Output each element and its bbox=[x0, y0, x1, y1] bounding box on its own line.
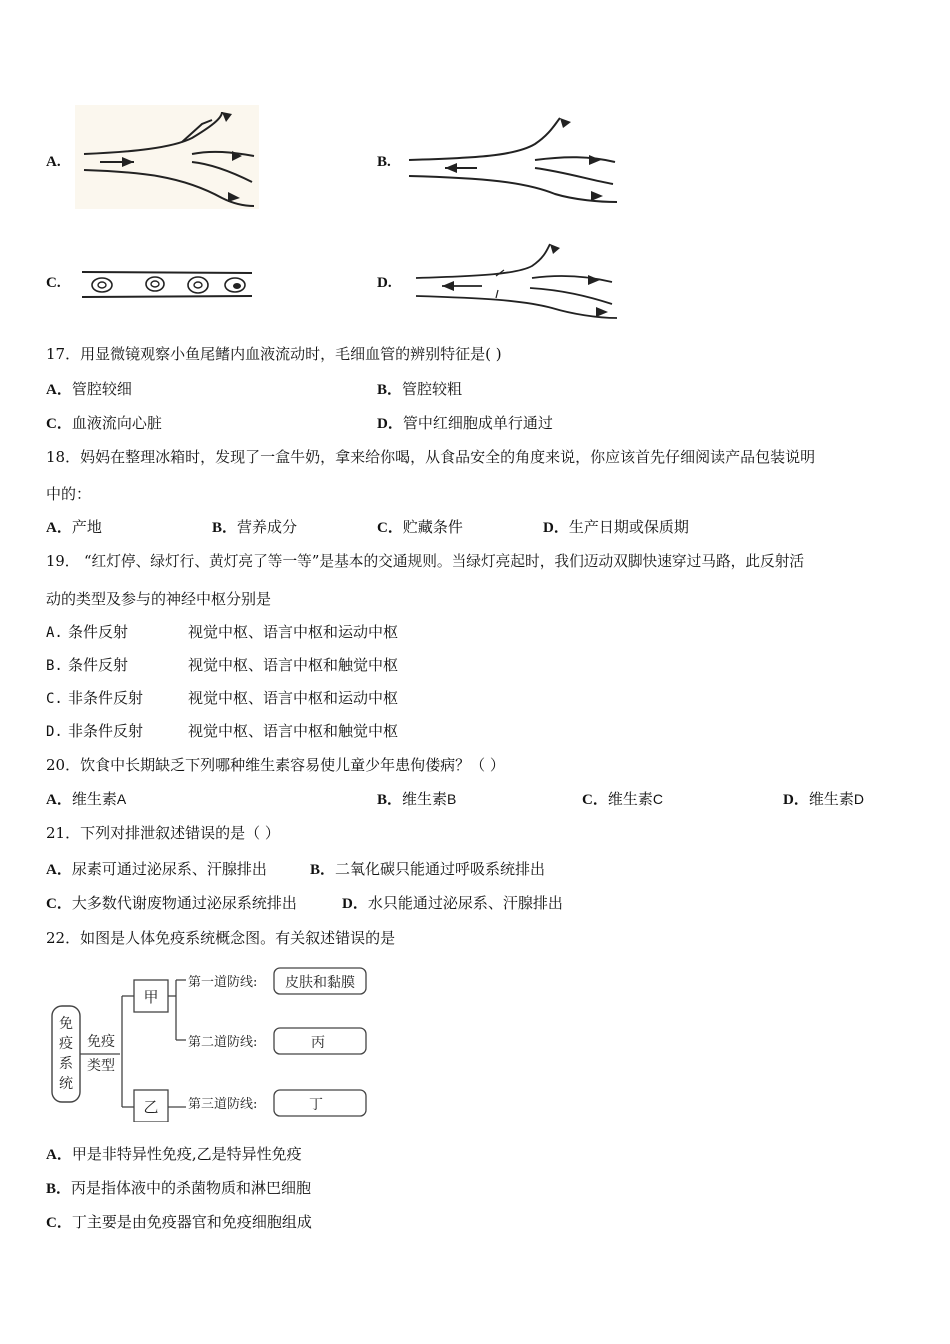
q20-option-a-label: A． bbox=[46, 792, 72, 808]
q17-option-b-text: 管腔较粗 bbox=[402, 380, 463, 398]
q21-option-d[interactable] bbox=[342, 893, 563, 914]
q19-option-d-centers: 视觉中枢、语言中枢和触觉中枢 bbox=[188, 722, 399, 740]
q18-option-d-label: D． bbox=[543, 520, 569, 536]
diagram-line3-box-text: 丁 bbox=[309, 1097, 323, 1113]
q20-option-a-text: 维生素 bbox=[71, 790, 117, 808]
q18-option-a-text: 产地 bbox=[71, 518, 102, 536]
q19-option-a-type: 条件反射 bbox=[68, 623, 129, 641]
q19-option-a-label: A. bbox=[46, 625, 63, 641]
q18-stem-line1: 18．妈妈在整理冰箱时，发现了一盒牛奶，拿来给你喝，从食品安全的角度来说，你应该首先仔细阅读产品包装说明 bbox=[46, 448, 816, 466]
q18-option-d-text: 生产日期或保质期 bbox=[568, 518, 689, 536]
q21-stem: 21．下列对排泄叙述错误的是（ ） bbox=[46, 824, 280, 842]
q19-option-d[interactable] bbox=[46, 721, 398, 742]
diagram-jia: 甲 bbox=[143, 988, 159, 1006]
q19-option-b-centers: 视觉中枢、语言中枢和触觉中枢 bbox=[188, 656, 399, 674]
q18-option-b-label: B． bbox=[212, 520, 238, 536]
q21-option-a-text: 尿素可通过泌尿系、汗腺排出 bbox=[71, 860, 267, 878]
q20-option-d-text: 维生素 bbox=[808, 790, 854, 808]
diagram-types-line1: 免疫 bbox=[87, 1034, 115, 1050]
q18-option-c[interactable] bbox=[377, 517, 463, 538]
diagram-line1-box-text: 皮肤和黏膜 bbox=[285, 975, 355, 991]
q19-option-d-type: 非条件反射 bbox=[68, 722, 144, 740]
q20-option-b-letter: B bbox=[447, 791, 457, 807]
q20-option-b-text: 维生素 bbox=[402, 790, 448, 808]
q19-option-b-label: B. bbox=[46, 658, 63, 674]
diagram-root-char-1: 免 bbox=[59, 1016, 73, 1032]
q18-option-a[interactable] bbox=[46, 517, 102, 538]
q20-option-c[interactable] bbox=[582, 789, 663, 810]
q22-option-b-text: 丙是指体液中的杀菌物质和淋巴细胞 bbox=[71, 1179, 312, 1197]
q17-option-a[interactable] bbox=[46, 379, 132, 400]
q22-option-b[interactable] bbox=[46, 1178, 311, 1199]
q19-option-d-label: D. bbox=[46, 724, 63, 740]
q18-option-d[interactable] bbox=[543, 517, 689, 538]
q21-option-b[interactable] bbox=[310, 859, 545, 880]
q20-option-a[interactable] bbox=[46, 789, 126, 810]
q17-option-c[interactable] bbox=[46, 413, 162, 434]
q20-option-a-letter: A bbox=[116, 791, 127, 807]
q16-option-b-label[interactable]: B. bbox=[377, 154, 391, 170]
q17-option-c-text: 血液流向心脏 bbox=[71, 414, 162, 432]
q22-stem: 22．如图是人体免疫系统概念图。有关叙述错误的是 bbox=[46, 929, 396, 947]
q20-option-b[interactable] bbox=[377, 789, 456, 810]
q18-option-c-text: 贮藏条件 bbox=[402, 518, 463, 536]
q20-option-c-label: C． bbox=[582, 792, 608, 808]
diagram-line3-label: 第三道防线: bbox=[188, 1097, 258, 1112]
q19-option-b-type: 条件反射 bbox=[68, 656, 129, 674]
q20-stem: 20．饮食中长期缺乏下列哪种维生素容易使儿童少年患佝偻病？（ ） bbox=[46, 756, 505, 774]
q19-option-a[interactable] bbox=[46, 622, 398, 643]
q21-option-b-text: 二氧化碳只能通过呼吸系统排出 bbox=[335, 860, 546, 878]
q21-option-a-label: A． bbox=[46, 862, 72, 878]
q19-stem-line2: 动的类型及参与的神经中枢分别是 bbox=[46, 590, 272, 608]
q18-option-c-label: C． bbox=[377, 520, 403, 536]
q21-option-d-text: 水只能通过泌尿系、汗腺排出 bbox=[367, 894, 563, 912]
q19-stem-line1: 19． “红灯停、绿灯行、黄灯亮了等一等”是基本的交通规则。当绿灯亮起时，我们迈动双脚快速穿过马路，此反射活 bbox=[46, 553, 805, 570]
diagram-root-char-3: 系 bbox=[59, 1056, 73, 1072]
q17-option-d[interactable] bbox=[377, 413, 553, 434]
q22-option-c-label: C． bbox=[46, 1215, 72, 1231]
q20-option-d-letter: D bbox=[853, 791, 864, 807]
diagram-line1-label: 第一道防线: bbox=[188, 975, 258, 990]
q19-option-b[interactable] bbox=[46, 655, 398, 676]
diagram-line2-box-text: 丙 bbox=[311, 1035, 325, 1051]
q19-option-c[interactable] bbox=[46, 688, 398, 709]
q18-option-a-label: A． bbox=[46, 520, 72, 536]
q17-option-b[interactable] bbox=[377, 379, 462, 400]
q17-stem: 17．用显微镜观察小鱼尾鳍内血液流动时，毛细血管的辨别特征是( ) bbox=[46, 345, 502, 363]
q21-option-b-label: B． bbox=[310, 862, 336, 878]
q19-option-c-centers: 视觉中枢、语言中枢和运动中枢 bbox=[188, 689, 399, 707]
q19-option-c-type: 非条件反射 bbox=[68, 689, 144, 707]
capillary-diagram-c bbox=[80, 268, 255, 302]
q17-option-d-text: 管中红细胞成单行通过 bbox=[402, 414, 553, 432]
q22-option-a-text: 甲是非特异性免疫,乙是特异性免疫 bbox=[71, 1145, 302, 1163]
q19-option-c-label: C. bbox=[46, 691, 63, 707]
diagram-line2-label: 第二道防线: bbox=[188, 1035, 258, 1050]
q18-stem-line2: 中的： bbox=[46, 485, 92, 503]
q21-option-a[interactable] bbox=[46, 859, 267, 880]
q22-option-c-text: 丁主要是由免疫器官和免疫细胞组成 bbox=[71, 1213, 312, 1231]
q21-option-d-label: D． bbox=[342, 896, 368, 912]
immune-system-concept-diagram bbox=[48, 962, 378, 1122]
vessel-diagram-b bbox=[405, 110, 620, 210]
q16-option-d-label[interactable]: D. bbox=[377, 275, 392, 291]
q21-option-c-label: C． bbox=[46, 896, 72, 912]
q19-option-a-centers: 视觉中枢、语言中枢和运动中枢 bbox=[188, 623, 399, 641]
q16-options bbox=[0, 100, 950, 325]
q20-option-c-text: 维生素 bbox=[607, 790, 653, 808]
diagram-root-char-4: 统 bbox=[59, 1076, 73, 1092]
diagram-root-char-2: 疫 bbox=[59, 1036, 73, 1052]
q22-option-a[interactable] bbox=[46, 1144, 302, 1165]
vessel-diagram-a bbox=[72, 102, 262, 212]
q22-option-c[interactable] bbox=[46, 1212, 312, 1233]
q18-option-b[interactable] bbox=[212, 517, 297, 538]
q20-option-c-letter: C bbox=[652, 791, 663, 807]
vessel-diagram-d bbox=[412, 240, 622, 322]
q21-option-c-text: 大多数代谢废物通过泌尿系统排出 bbox=[71, 894, 297, 912]
q17-option-a-label: A． bbox=[46, 382, 72, 398]
diagram-types-line2: 类型 bbox=[87, 1058, 115, 1074]
q16-option-c-label[interactable]: C. bbox=[46, 275, 61, 291]
q16-option-a-label[interactable]: A. bbox=[46, 154, 61, 170]
q17-option-d-label: D． bbox=[377, 416, 403, 432]
q21-option-c[interactable] bbox=[46, 893, 297, 914]
q18-option-b-text: 营养成分 bbox=[237, 518, 298, 536]
q20-option-d[interactable] bbox=[783, 789, 864, 810]
q17-option-a-text: 管腔较细 bbox=[71, 380, 132, 398]
q17-option-b-label: B． bbox=[377, 382, 403, 398]
q20-option-b-label: B． bbox=[377, 792, 403, 808]
q20-option-d-label: D． bbox=[783, 792, 809, 808]
q17-option-c-label: C． bbox=[46, 416, 72, 432]
q22-option-b-label: B． bbox=[46, 1181, 72, 1197]
diagram-yi: 乙 bbox=[143, 1098, 159, 1116]
q22-option-a-label: A． bbox=[46, 1147, 72, 1163]
